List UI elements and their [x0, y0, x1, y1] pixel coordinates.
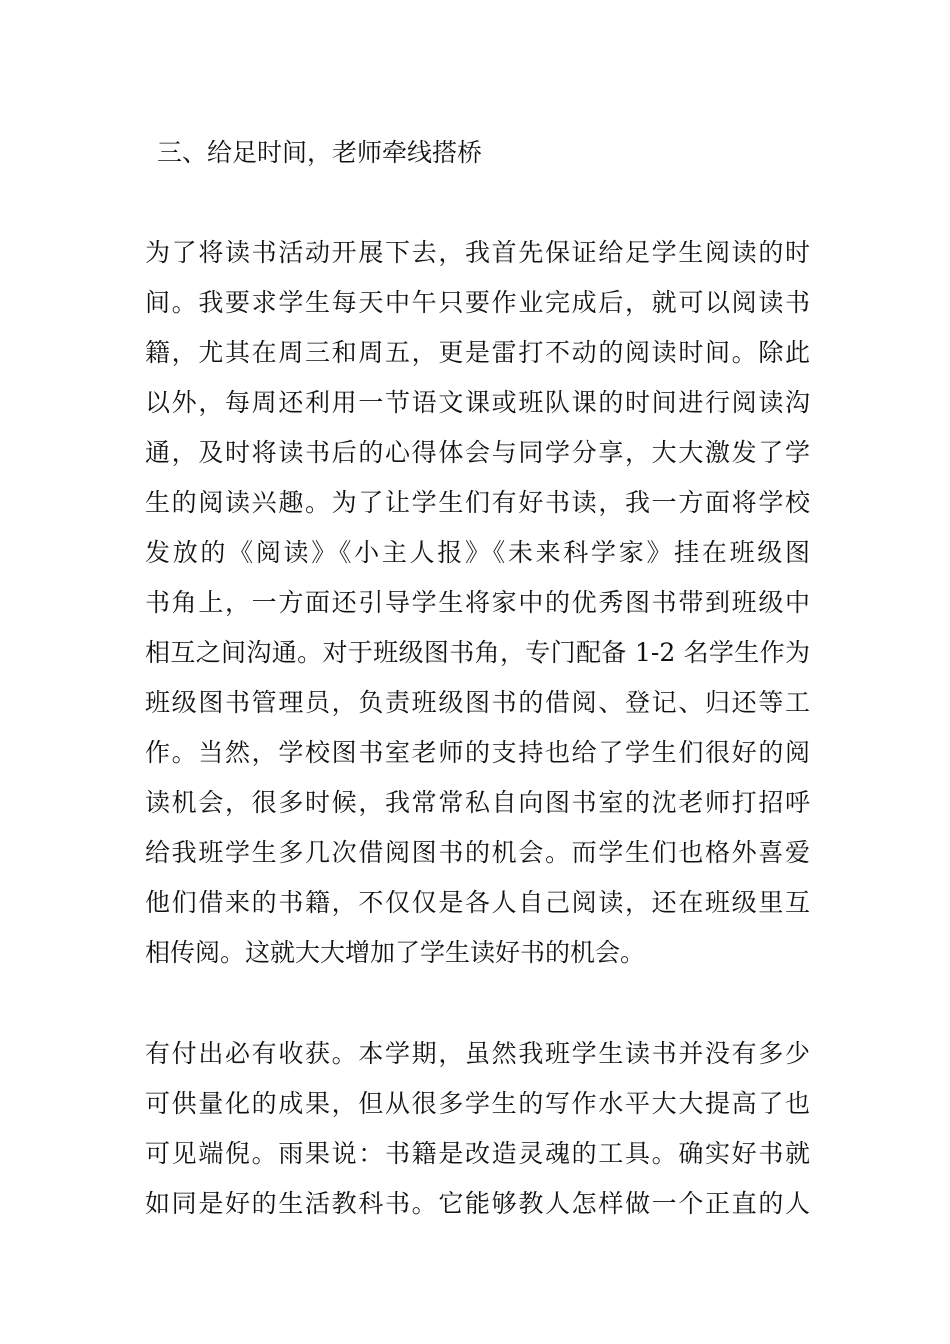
paragraph-line: 为了将读书活动开展下去，我首先保证给足学生阅读的时 [145, 238, 810, 267]
section-heading: 三、给足时间，老师牵线搭桥 [157, 138, 483, 167]
paragraph-line: 相互之间沟通。对于班级图书角，专门配备 1-2 名学生作为 [145, 638, 810, 667]
document-body [145, 128, 810, 1280]
paragraph-line: 以外，每周还利用一节语文课或班队课的时间进行阅读沟 [145, 388, 810, 417]
paragraph-line: 相传阅。这就大大增加了学生读好书的机会。 [145, 938, 646, 967]
paragraph-line: 他们借来的书籍，不仅仅是各人自己阅读，还在班级里互 [145, 888, 810, 917]
paragraph-line: 可供量化的成果，但从很多学生的写作水平大大提高了也 [145, 1089, 810, 1118]
paragraph-line: 可见端倪。雨果说：书籍是改造灵魂的工具。确实好书就 [145, 1139, 810, 1168]
paragraph-line: 班级图书管理员，负责班级图书的借阅、登记、归还等工 [145, 688, 810, 717]
paragraph-line: 书角上，一方面还引导学生将家中的优秀图书带到班级中 [145, 588, 810, 617]
paragraph-line: 发放的《阅读》《小主人报》《未来科学家》挂在班级图 [145, 538, 810, 567]
paragraph-line: 如同是好的生活教科书。它能够教人怎样做一个正直的人 [145, 1189, 810, 1218]
paragraph-line: 间。我要求学生每天中午只要作业完成后，就可以阅读书 [145, 288, 810, 317]
paragraph-line: 作。当然，学校图书室老师的支持也给了学生们很好的阅 [145, 738, 810, 767]
paragraph-line: 籍，尤其在周三和周五，更是雷打不动的阅读时间。除此 [145, 338, 810, 367]
paragraph-line: 通，及时将读书后的心得体会与同学分享，大大激发了学 [145, 438, 810, 467]
paragraph-line: 读机会，很多时候，我常常私自向图书室的沈老师打招呼 [145, 788, 810, 817]
paragraph-line: 给我班学生多几次借阅图书的机会。而学生们也格外喜爱 [145, 838, 810, 867]
paragraph-reading-time [145, 228, 810, 978]
paragraph-line: 有付出必有收获。本学期，虽然我班学生读书并没有多少 [145, 1039, 810, 1068]
paragraph-harvest [145, 1029, 810, 1229]
paragraph-line: 生的阅读兴趣。为了让学生们有好书读，我一方面将学校 [145, 488, 810, 517]
